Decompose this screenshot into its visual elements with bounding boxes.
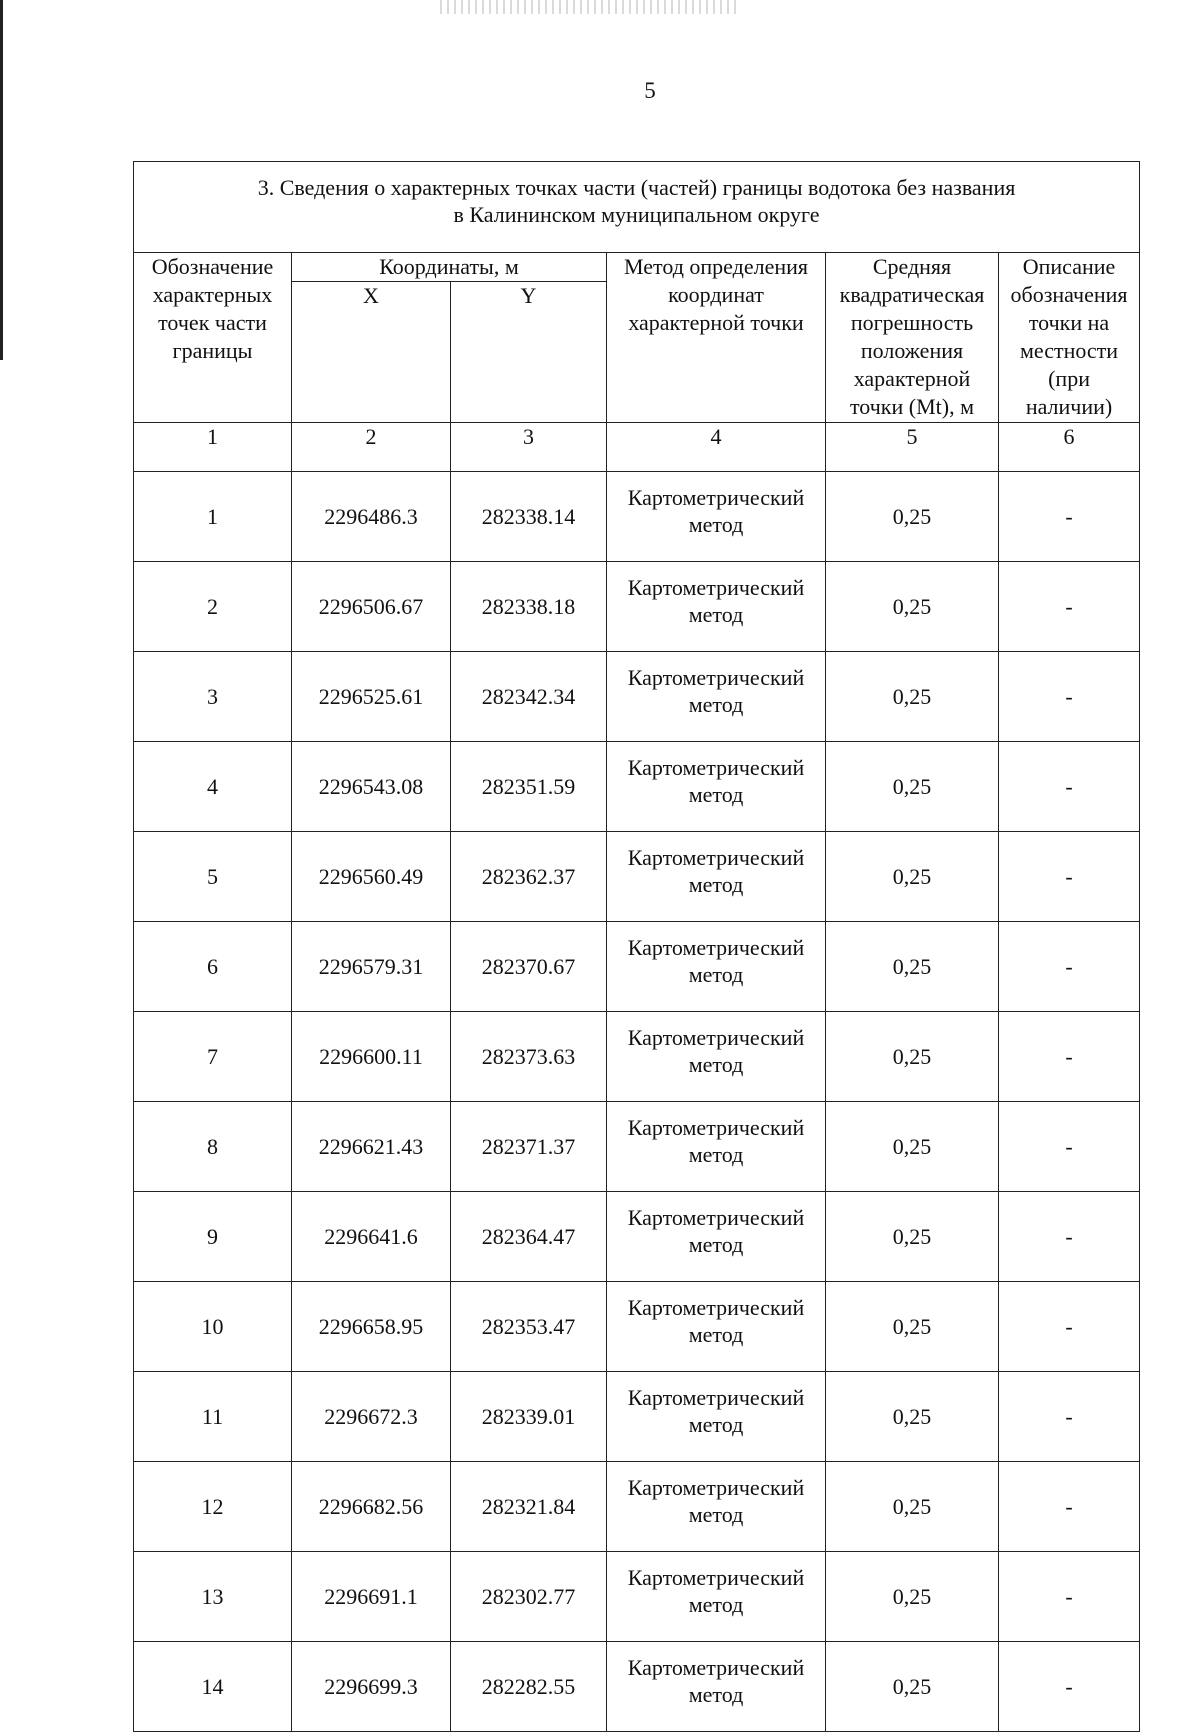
header-point-designation: Обозначение характерных точек части границы [134,253,292,423]
point-cell: 10 [134,1282,292,1372]
y-coordinate-cell: 282353.47 [451,1282,607,1372]
method-cell [607,1372,826,1462]
y-coordinate-cell: 282362.37 [451,832,607,922]
table-header-row [134,253,1140,282]
y-coordinate-cell: 282370.67 [451,922,607,1012]
column-number-row [134,423,1140,472]
y-coordinate-cell: 282373.63 [451,1012,607,1102]
x-coordinate-cell: 2296682.56 [292,1462,451,1552]
x-coordinate-cell: 2296486.3 [292,472,451,562]
method-line-1: Картометрический [627,485,805,510]
header-coordinates: Координаты, м [292,253,607,282]
error-cell: 0,25 [826,742,999,832]
header-y: Y [451,282,607,423]
column-number: 5 [826,423,999,472]
table-row [134,562,1140,652]
header-error: Средняя квадратическая погрешность положения характерной точки (Mt), м [826,253,999,423]
y-coordinate-cell: 282302.77 [451,1552,607,1642]
method-line-2: метод [688,1502,744,1527]
y-coordinate-cell: 282321.84 [451,1462,607,1552]
table-row [134,652,1140,742]
method-line-2: метод [688,872,744,897]
x-coordinate-cell: 2296699.3 [292,1642,451,1732]
description-cell: - [999,1012,1140,1102]
x-coordinate-cell: 2296641.6 [292,1192,451,1282]
description-cell: - [999,1102,1140,1192]
error-cell: 0,25 [826,832,999,922]
scan-artifact [440,0,740,14]
method-cell [607,562,826,652]
description-cell: - [999,562,1140,652]
x-coordinate-cell: 2296579.31 [292,922,451,1012]
y-coordinate-cell: 282342.34 [451,652,607,742]
description-cell: - [999,832,1140,922]
table-row [134,472,1140,562]
column-number: 4 [607,423,826,472]
description-cell: - [999,922,1140,1012]
point-cell: 7 [134,1012,292,1102]
x-coordinate-cell: 2296525.61 [292,652,451,742]
table-title-line-1: 3. Сведения о характерных точках части (частей) границы водотока без названия [257,175,1016,200]
error-cell: 0,25 [826,1102,999,1192]
table-row [134,1372,1140,1462]
method-cell [607,1462,826,1552]
x-coordinate-cell: 2296621.43 [292,1102,451,1192]
table-row [134,1552,1140,1642]
table-row [134,742,1140,832]
description-cell: - [999,1282,1140,1372]
method-line-1: Картометрический [627,755,805,780]
description-cell: - [999,742,1140,832]
method-line-2: метод [688,512,744,537]
point-cell: 1 [134,472,292,562]
method-cell [607,922,826,1012]
y-coordinate-cell: 282338.18 [451,562,607,652]
method-cell [607,1012,826,1102]
method-line-1: Картометрический [627,1655,805,1680]
table-title-line-2: в Калининском муниципальном округе [453,202,820,227]
description-cell: - [999,1462,1140,1552]
point-cell: 3 [134,652,292,742]
method-line-2: метод [688,1592,744,1617]
table-row [134,922,1140,1012]
method-line-1: Картометрический [627,575,805,600]
method-cell [607,1282,826,1372]
boundary-points-table [133,161,1140,1732]
method-line-2: метод [688,1412,744,1437]
point-cell: 6 [134,922,292,1012]
method-line-2: метод [688,1682,744,1707]
method-line-1: Картометрический [627,845,805,870]
point-cell: 14 [134,1642,292,1732]
method-line-1: Картометрический [627,1385,805,1410]
description-cell: - [999,1372,1140,1462]
method-line-2: метод [688,1232,744,1257]
description-cell: - [999,1192,1140,1282]
description-cell: - [999,652,1140,742]
method-line-1: Картометрический [627,935,805,960]
table-title-row [134,162,1140,253]
error-cell: 0,25 [826,1372,999,1462]
method-line-1: Картометрический [627,1025,805,1050]
method-line-1: Картометрический [627,1115,805,1140]
method-cell [607,832,826,922]
y-coordinate-cell: 282339.01 [451,1372,607,1462]
point-cell: 8 [134,1102,292,1192]
y-coordinate-cell: 282371.37 [451,1102,607,1192]
x-coordinate-cell: 2296543.08 [292,742,451,832]
method-cell [607,1642,826,1732]
point-cell: 11 [134,1372,292,1462]
scan-left-edge [0,0,3,360]
description-cell: - [999,1552,1140,1642]
method-line-2: метод [688,1052,744,1077]
point-cell: 5 [134,832,292,922]
table-row [134,1462,1140,1552]
x-coordinate-cell: 2296600.11 [292,1012,451,1102]
error-cell: 0,25 [826,1462,999,1552]
method-line-1: Картометрический [627,1205,805,1230]
y-coordinate-cell: 282282.55 [451,1642,607,1732]
header-description: Описание обозначения точки на местности (при наличии) [999,253,1140,423]
column-number: 3 [451,423,607,472]
table-row [134,1282,1140,1372]
method-cell [607,652,826,742]
error-cell: 0,25 [826,1642,999,1732]
table-row [134,1102,1140,1192]
method-line-2: метод [688,962,744,987]
point-cell: 9 [134,1192,292,1282]
x-coordinate-cell: 2296560.49 [292,832,451,922]
y-coordinate-cell: 282338.14 [451,472,607,562]
point-cell: 12 [134,1462,292,1552]
method-cell [607,472,826,562]
method-cell [607,1552,826,1642]
y-coordinate-cell: 282351.59 [451,742,607,832]
column-number: 2 [292,423,451,472]
x-coordinate-cell: 2296506.67 [292,562,451,652]
error-cell: 0,25 [826,1012,999,1102]
error-cell: 0,25 [826,652,999,742]
column-number: 1 [134,423,292,472]
method-cell [607,742,826,832]
error-cell: 0,25 [826,1552,999,1642]
error-cell: 0,25 [826,562,999,652]
error-cell: 0,25 [826,472,999,562]
error-cell: 0,25 [826,1282,999,1372]
method-line-2: метод [688,1142,744,1167]
table-row [134,1012,1140,1102]
y-coordinate-cell: 282364.47 [451,1192,607,1282]
x-coordinate-cell: 2296658.95 [292,1282,451,1372]
method-cell [607,1102,826,1192]
header-x: X [292,282,451,423]
method-line-1: Картометрический [627,665,805,690]
description-cell: - [999,1642,1140,1732]
table-row [134,1642,1140,1732]
table-title [134,162,1140,253]
header-method: Метод определения координат характерной точки [607,253,826,423]
x-coordinate-cell: 2296691.1 [292,1552,451,1642]
error-cell: 0,25 [826,1192,999,1282]
description-cell: - [999,472,1140,562]
method-line-2: метод [688,1322,744,1347]
column-number: 6 [999,423,1140,472]
method-line-2: метод [688,602,744,627]
method-cell [607,1192,826,1282]
method-line-1: Картометрический [627,1295,805,1320]
method-line-2: метод [688,692,744,717]
method-line-1: Картометрический [627,1565,805,1590]
method-line-2: метод [688,782,744,807]
error-cell: 0,25 [826,922,999,1012]
point-cell: 4 [134,742,292,832]
x-coordinate-cell: 2296672.3 [292,1372,451,1462]
table-row [134,1192,1140,1282]
point-cell: 2 [134,562,292,652]
table-row [134,832,1140,922]
method-line-1: Картометрический [627,1475,805,1500]
page-number: 5 [644,78,656,103]
point-cell: 13 [134,1552,292,1642]
